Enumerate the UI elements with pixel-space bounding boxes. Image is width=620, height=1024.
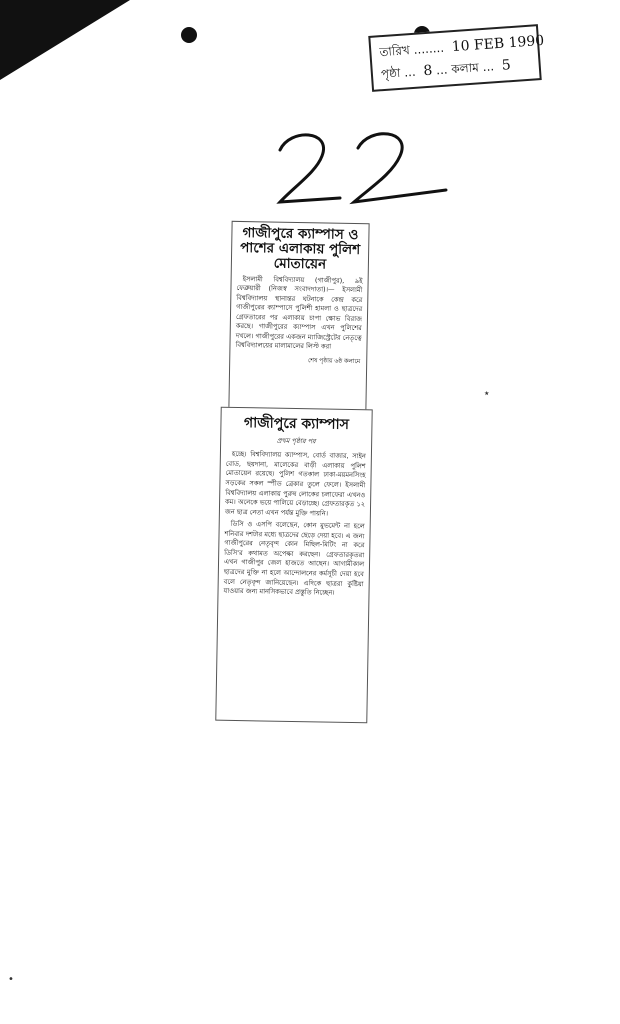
stamp-date-row: তারিখ ........ 10 FEB 1990 bbox=[378, 32, 545, 60]
clipping-bottom-headline: গাজীপুরে ক্যাম্পাস bbox=[243, 415, 350, 433]
archive-stamp bbox=[368, 24, 545, 92]
clipping-top-headline: গাজীপুরে ক্যাম্পাস ও পাশের এলাকায় পুলিশ মোতায়েন bbox=[240, 225, 361, 273]
stamp-column-label: কলাম bbox=[450, 60, 480, 77]
handwritten-page-number bbox=[270, 120, 450, 210]
clipping-bottom-paragraph-2: ডিসি ও এসপি বলেছেন, কোন মুভমেন্ট না হলে শনিবার দশটার মধ্যে ছাত্রদের ছেড়ে দেয়া হবে। এ জন্য গাজীপুরের নেতৃবৃন্দ কোন মিছিল-মিটিং না করে ডিসি'র কথামত অপেক্ষা করছেন। গ্রেফতারকৃতরা এখন গাজীপুর জেল হাজতে আছেন। আগামীকাল ছাত্রদের মুক্তি না হলে আন্দোলনের কর্মসূচী দেয়া হবে বলে নেতৃবৃন্দ জানিয়েছেন। এদিকে ছাত্ররা কুষ্টিয়া যাওয়ার জন্য মানসিকভাবে প্রস্তুতি নিচ্ছেন। bbox=[223, 520, 365, 597]
clipping-top-paragraph: ইসলামী বিশ্ববিদ্যালয় (গাজীপুর), ৯ই ফেব্রুয়ারী (নিজস্ব সংবাদদাতা)।— ইসলামী বিশ্ববিদ্যালয় স্থানান্তর ঘটনাকে কেন্দ্র করে গাজীপুরের ক্যাম্পাসে পুলিশী হামলা ও ছাত্রদের গ্রেফতারের পর এলাকায় চাপা ক্ষোভ বিরাজ করছে। গাজীপুরের ক্যাম্পাস এখন পুলিশের দখলে। গাজীপুরের একজন ম্যাজিস্ট্রেটের নেতৃত্বে বিশ্ববিদ্যালয়ের মালামালের লিস্ট করা bbox=[235, 274, 363, 351]
news-clipping-top bbox=[228, 221, 369, 411]
stamp-page-label: পৃষ্ঠা bbox=[380, 65, 401, 82]
stamp-page-row: পৃষ্ঠা ... 8 ... কলাম ... 5 bbox=[380, 57, 512, 82]
clipping-bottom-paragraph-1: হচ্ছে। বিশ্ববিদ্যালয় ক্যাম্পাস, বোর্ড বাজার, সাইন বোড, ছয়দানা, মালেকের বাড়ী এলাকায় পুলিশ মোতায়েন রয়েছে। পুলিশ গতকাল ঢাকা-ময়মনসিংহ সড়কের সকল স্পীড ব্রেকার তুলে ফেলে। ইসলামী বিশ্ববিদ্যালয় এলাকায় পুরুষ লোকের চলাফেরা এখনও কম। অনেকে ভয়ে পালিয়ে বেড়াচ্ছে। গ্রেফতারকৃত ১২ জন ছাত্র নেতা এখন পর্যন্ত মুক্তি পায়নি। bbox=[224, 450, 366, 518]
scan-speck: • bbox=[8, 974, 14, 985]
clipping-top-continued: শেষ পৃষ্ঠায় ৬ষ্ঠ কলামে bbox=[307, 357, 361, 365]
scan-corner-shadow bbox=[0, 0, 130, 80]
punch-hole-left bbox=[181, 27, 197, 43]
news-clipping-bottom bbox=[215, 407, 372, 724]
clipping-bottom-subhead: প্রথম পৃষ্ঠার পর bbox=[276, 437, 316, 446]
stamp-date-value: 10 FEB 1990 bbox=[451, 32, 545, 56]
stamp-page-value: 8 bbox=[422, 62, 433, 80]
stamp-date-label: তারিখ bbox=[378, 43, 411, 60]
clipping-bottom-body bbox=[223, 450, 366, 599]
clipping-top-body bbox=[235, 274, 362, 353]
scan-speck: ٭ bbox=[484, 388, 490, 399]
stamp-column-value: 5 bbox=[501, 57, 512, 74]
